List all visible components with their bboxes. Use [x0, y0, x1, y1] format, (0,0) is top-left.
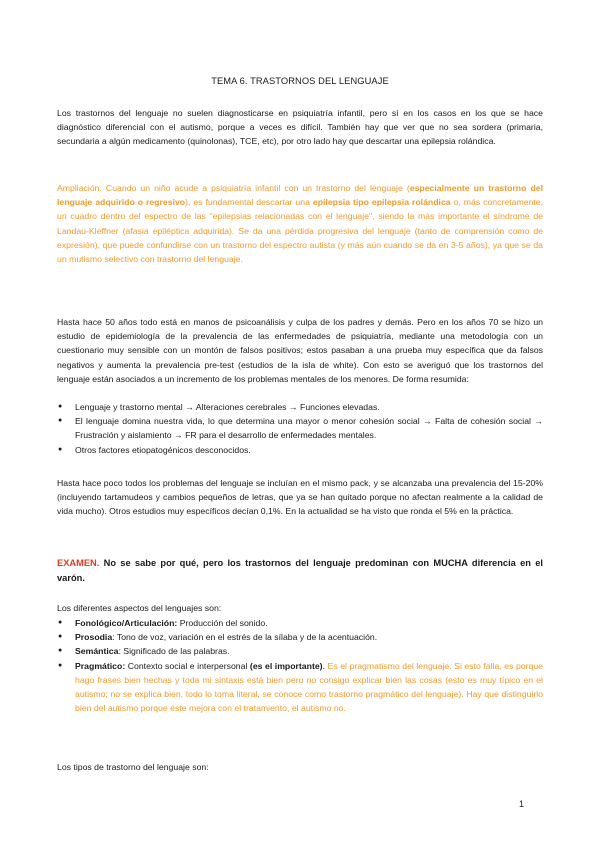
list-item: ● Lenguaje y trastorno mental → Alteraciones cerebrales → Funciones elevadas.	[57, 400, 543, 414]
aspect-desc-2: .	[322, 660, 328, 671]
document-page	[57, 0, 543, 848]
ampliacion-bold-1: especialmente un trastorno del lenguaje adquirido o regresivo	[57, 183, 544, 208]
aspect-desc: Contexto social e interpersonal	[125, 660, 250, 671]
types-intro: Los tipos de trastorno del lenguaje son:	[57, 762, 209, 772]
aspect-ampliacion: Es el pragmatismo del lenguaje. Si esto falla, es porque hago frases bien hechas y toda mi sintaxis está bien pero no consigo explicar bien las cosas (esto es muy típico en el autismo; no se explica bien, todo lo toma literal, se conoce como trastorno pragmático del lenguaje). Hay que distinguirlo bien del autismo porque éste mejora con el tratamiento, el autismo no.	[75, 660, 544, 714]
list-item	[57, 644, 543, 658]
summary-list	[57, 400, 543, 457]
aspects-intro: Los diferentes aspectos del lenguajes son:	[57, 603, 222, 613]
list-item	[57, 616, 543, 630]
list-item: ● El lenguaje domina nuestra vida, lo que determina una mayor o menor cohesión social → Falta de cohesión social → Frustración y aislamiento → FR para el desarrollo de enfermedades mentales.	[57, 414, 543, 442]
list-item	[57, 659, 543, 716]
aspect-term: Pragmático:	[75, 660, 126, 671]
exam-label: EXAMEN.	[57, 558, 100, 568]
aspect-desc: : Tono de voz, variación en el estrés de la sílaba y de la acentuación.	[112, 632, 378, 643]
exam-note	[57, 556, 543, 586]
ampliacion-text-3: o, más concretamente, un cuadro dentro del espectro de las "epilepsias relacionadas con el lenguaje", siendo la más importante el síndrome de Landau-Kleffner (afasia epiléptica adquirida). Se da una pérdida progresiva del lenguaje (tanto de comprensión como de expresión), que puede confundirse con un trastorno del espectro autista (y más aún cuando se da en 3-5 años), ya que se da un mutismo selectivo con trastorno del lenguaje.	[57, 197, 544, 265]
page-title: TEMA 6. TRASTORNOS DEL LENGUAJE	[211, 76, 389, 86]
aspect-term: Fonológico/Articulación:	[75, 618, 178, 628]
page-number: 1	[519, 799, 525, 809]
intro-paragraph: Los trastornos del lenguaje no suelen diagnosticarse en psiquiatría infantil, pero sí en los casos en los que se hace diagnóstico diferencial con el autismo, porque a veces es difícil. También hay que ver que no sea sordera (primaria, secundaria a algún medicamento (quinolonas), TCE, etc), por otro lado hay que descartar una epilepsia rolándica.	[57, 108, 543, 147]
aspect-term: Semántica	[75, 646, 119, 657]
prevalence-paragraph: Hasta hace poco todos los problemas del lenguaje se incluían en el mismo pack, y se alcanzaba una prevalencia del 15-20% (incluyendo tartamudeos y cambios pequeños de letras, que ya se han quitado porque no afectan realmente a la calidad de vida mucho). Otros estudios muy específicos decían 0,1%. En la actualidad se ha visto que ronda el 5% en la práctica.	[57, 478, 543, 517]
aspects-list	[57, 616, 543, 715]
aspect-desc: : Significado de las palabras.	[118, 646, 230, 657]
list-item: ● Otros factores etiopatogénicos desconocidos.	[57, 443, 543, 457]
history-paragraph: Hasta hace 50 años todo está en manos de psicoanálisis y culpa de los padres y demás. Pero en los años 70 se hizo un estudio de epidemiología de la prevalencia de las enfermedades de psiquiatría, mediante una metodología con un cuestionario muy sensible con un montón de falsos positivos; estos pasaban a una prueba muy específica que da falsos negativos y aumenta la prevalencia pre-test (estudios de la isla de white). Con esto se averiguó que los trastornos del lenguaje están asociados a un incremento de los problemas mentales de los menores. De forma resumida:	[57, 317, 543, 384]
aspect-emphasis: (es el importante)	[249, 660, 323, 671]
ampliacion-bold-2: epilepsia tipo epilepsia rolándica	[312, 197, 451, 208]
ampliacion-text-2: ), es fundamental descartar una	[185, 197, 313, 208]
exam-text: No se sabe por qué, pero los trastornos del lenguaje predominan con MUCHA diferencia en el varón.	[57, 558, 543, 583]
ampliacion-paragraph	[57, 181, 543, 266]
list-item	[57, 630, 543, 644]
ampliacion-text-1: Ampliación. Cuando un niño acude a psiquiatría infantil con un trastorno del lenguaje (	[57, 183, 410, 193]
aspect-term: Prosodia	[75, 632, 113, 643]
aspect-desc: Producción del sonido.	[177, 618, 268, 628]
